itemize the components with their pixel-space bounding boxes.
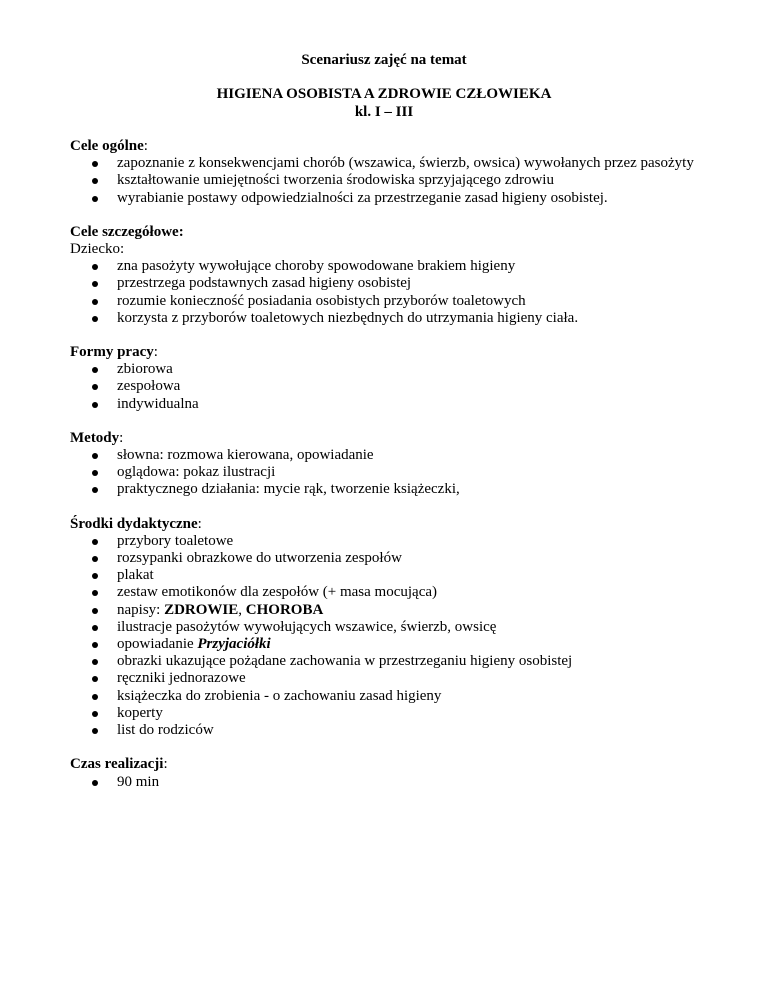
list-item: zapoznanie z konsekwencjami chorób (wszawica, świerzb, owsica) wywołanych przez pasożyty (70, 155, 730, 172)
section-intro: Dziecko: (70, 241, 125, 258)
bullet-icon (92, 625, 98, 631)
list-item: oglądowa: pokaz ilustracji (70, 464, 730, 481)
bullet-icon (92, 780, 98, 786)
list-item: słowna: rozmowa kierowana, opowiadanie (70, 447, 730, 464)
bullet-icon (92, 299, 98, 305)
section-teaching-aids (70, 516, 730, 740)
list-item: zestaw emotikonów dla zespołów (+ masa mocująca) (70, 584, 730, 601)
bullet-icon (92, 161, 98, 167)
bullet-icon (92, 573, 98, 579)
list-item: zna pasożyty wywołujące choroby spowodowane brakiem higieny (70, 258, 730, 275)
bullet-list (70, 533, 730, 739)
bullet-icon (92, 728, 98, 734)
section-title: Formy pracy: (70, 344, 158, 361)
list-item: wyrabianie postawy odpowiedzialności za przestrzeganie zasad higieny osobistej. (70, 190, 730, 207)
list-item: kształtowanie umiejętności tworzenia środowiska sprzyjającego zdrowiu (70, 172, 730, 189)
bullet-icon (92, 264, 98, 270)
bullet-icon (92, 281, 98, 287)
document-title: HIGIENA OSOBISTA A ZDROWIE CZŁOWIEKA (216, 86, 552, 102)
bullet-list (70, 361, 730, 413)
list-item: list do rodziców (70, 722, 730, 739)
bullet-icon (92, 590, 98, 596)
section-title: Środki dydaktyczne: (70, 515, 202, 532)
document-heading: Scenariusz zajęć na temat (301, 52, 467, 68)
bullet-icon (92, 384, 98, 390)
bullet-icon (92, 453, 98, 459)
list-item: zespołowa (70, 378, 730, 395)
list-item: ręczniki jednorazowe (70, 670, 730, 687)
section-methods (70, 430, 730, 499)
section-specific-goals (70, 224, 730, 327)
bullet-icon (92, 367, 98, 373)
bullet-list (70, 155, 730, 207)
list-item: przybory toaletowe (70, 533, 730, 550)
bullet-icon (92, 487, 98, 493)
list-item: rozsypanki obrazkowe do utworzenia zespołów (70, 550, 730, 567)
list-item: zbiorowa (70, 361, 730, 378)
list-item: obrazki ukazujące pożądane zachowania w przestrzeganiu higieny osobistej (70, 653, 730, 670)
bullet-icon (92, 402, 98, 408)
section-title: Cele ogólne: (70, 138, 148, 154)
bullet-list (70, 447, 730, 499)
list-item: przestrzega podstawnych zasad higieny osobistej (70, 275, 730, 292)
section-title: Metody: (70, 429, 124, 446)
bullet-icon (92, 642, 98, 648)
bullet-icon (92, 196, 98, 202)
section-title: Cele szczegółowe: (70, 223, 184, 240)
bullet-icon (92, 659, 98, 665)
list-item: ilustracje pasożytów wywołujących wszawice, świerzb, owsicę (70, 619, 730, 636)
bullet-icon (92, 178, 98, 184)
section-work-forms (70, 344, 730, 413)
list-item: napisy: ZDROWIE, CHOROBA (70, 602, 730, 619)
section-title: Czas realizacji: (70, 756, 168, 773)
bullet-icon (92, 608, 98, 614)
list-item: koperty (70, 705, 730, 722)
bullet-icon (92, 316, 98, 322)
class-level: kl. I – III (354, 104, 414, 120)
list-item: indywidualna (70, 396, 730, 413)
list-item: rozumie konieczność posiadania osobistych przyborów toaletowych (70, 293, 730, 310)
bullet-icon (92, 556, 98, 562)
list-item: książeczka do zrobienia - o zachowaniu zasad higieny (70, 688, 730, 705)
section-duration (70, 756, 730, 790)
bullet-icon (92, 470, 98, 476)
bullet-list (70, 774, 730, 791)
bullet-list (70, 258, 730, 327)
document-body (70, 138, 730, 808)
bullet-icon (92, 711, 98, 717)
list-item: praktycznego działania: mycie rąk, tworzenie książeczki, (70, 481, 730, 498)
bullet-icon (92, 539, 98, 545)
list-item: opowiadanie Przyjaciółki (70, 636, 730, 653)
list-item: plakat (70, 567, 730, 584)
list-item: korzysta z przyborów toaletowych niezbędnych do utrzymania higieny ciała. (70, 310, 730, 327)
bullet-icon (92, 676, 98, 682)
list-item: 90 min (70, 774, 730, 791)
bullet-icon (92, 694, 98, 700)
section-general-goals (70, 138, 730, 207)
